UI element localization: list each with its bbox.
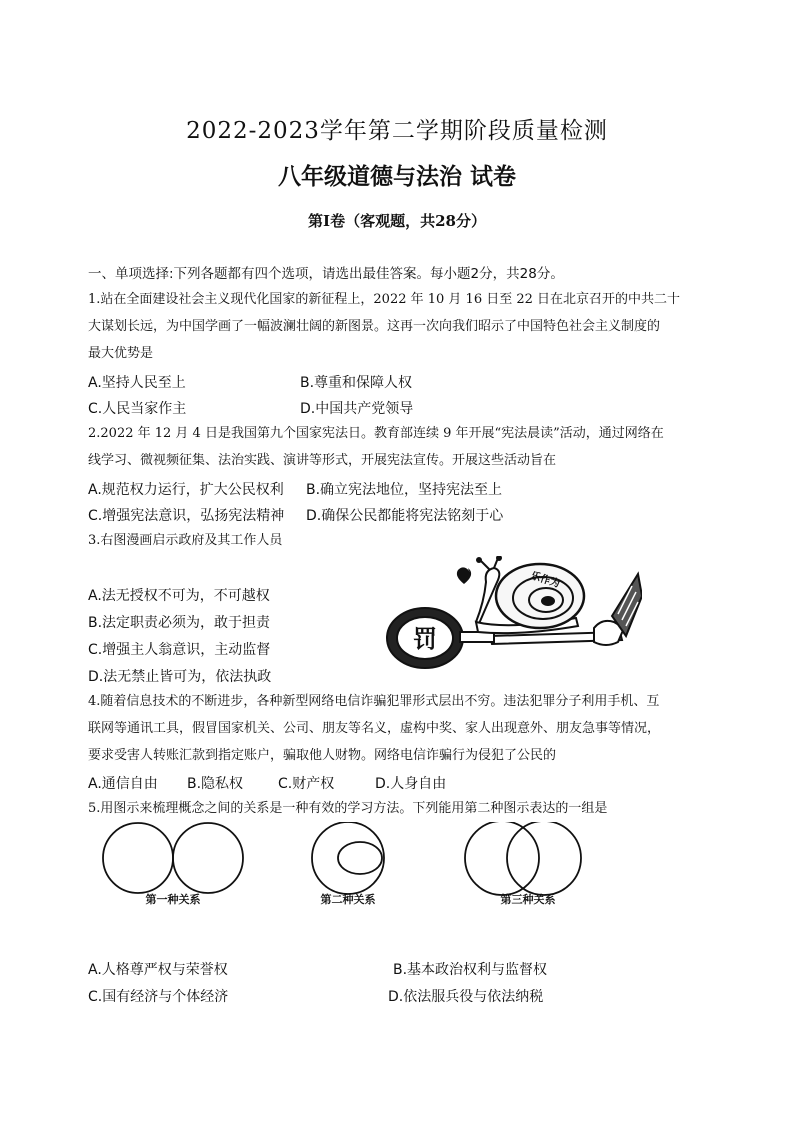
- exam-subject-title: 八年级道德与法治 试卷: [277, 164, 516, 190]
- q2-option-a[interactable]: A.规范权力运行，扩大公民权利: [88, 482, 284, 498]
- exam-year-title: 2022-2023学年第二学期阶段质量检测: [186, 118, 608, 144]
- section-instruction: 一、单项选择:下列各题都有四个选项，请选出最佳答案。每小题2分，共28分。: [88, 266, 564, 282]
- q4-option-c[interactable]: C.财产权: [278, 776, 335, 792]
- q5-option-b[interactable]: B.基本政治权利与监督权: [393, 962, 548, 978]
- heart-icon: [457, 567, 471, 584]
- diagram-second-relation: [312, 822, 384, 906]
- q1-option-d[interactable]: D.中国共产党领导: [300, 401, 414, 417]
- q3-option-a[interactable]: A.法无授权不可为，不可越权: [88, 588, 270, 604]
- q1-stem-line-2: 大谋划长远，为中国学画了一幅波澜壮阔的新图景。这再一次向我们昭示了中国特色社会主义制度的: [88, 319, 661, 334]
- q2-stem-line-1: 2.2022 年 12 月 4 日是我国第九个国家宪法日。教育部连续 9 年开展“宪法晨读”活动，通过网络在: [88, 426, 664, 441]
- q4-stem-line-1: 4.随着信息技术的不断进步，各种新型网络电信诈骗犯罪形式层出不穷。违法犯罪分子利用手机、互: [88, 694, 660, 709]
- q5-stem: 5.用图示来梳理概念之间的关系是一种有效的学习方法。下列能用第二种图示表达的一组是: [88, 801, 608, 816]
- q2-option-c[interactable]: C.增强宪法意识，弘扬宪法精神: [88, 508, 285, 524]
- volume-title: 第Ⅰ卷（客观题，共28分）: [308, 212, 486, 230]
- q5-option-d[interactable]: D.依法服兵役与依法纳税: [388, 989, 544, 1005]
- diagram-second-label: 第二种关系: [320, 893, 376, 906]
- diagram-first-relation: [103, 823, 243, 906]
- q4-option-b[interactable]: B.隐私权: [187, 776, 244, 792]
- q5-option-a[interactable]: A.人格尊严权与荣誉权: [88, 962, 228, 978]
- q2-option-b[interactable]: B.确立宪法地位，坚持宪法至上: [306, 482, 503, 498]
- q4-option-d[interactable]: D.人身自由: [375, 776, 447, 792]
- q1-stem-line-3: 最大优势是: [88, 346, 154, 361]
- q3-stem: 3.右图漫画启示政府及其工作人员: [88, 533, 283, 548]
- q1-option-c[interactable]: C.人民当家作主: [88, 401, 187, 417]
- q1-stem-line-1: 1.站在全面建设社会主义现代化国家的新征程上，2022 年 10 月 16 日至 22 日在北京召开的中共二十: [88, 292, 681, 307]
- q4-stem-line-2: 联网等通讯工具，假冒国家机关、公司、朋友等名义，虚构中奖、家人出现意外、朋友急事等情况，: [88, 721, 661, 736]
- q5-option-c[interactable]: C.国有经济与个体经济: [88, 989, 229, 1005]
- relationship-diagrams: [96, 822, 696, 908]
- q3-option-b[interactable]: B.法定职责必须为，敢于担责: [88, 615, 271, 631]
- q2-stem-line-2: 线学习、微视频征集、法治实践、演讲等形式，开展宪法宣传。开展这些活动旨在: [88, 453, 557, 468]
- penalty-sign-label: 罚: [413, 625, 437, 653]
- snail-cartoon: [380, 556, 642, 686]
- diagram-first-label: 第一种关系: [145, 893, 201, 906]
- q3-option-d[interactable]: D.法无禁止皆可为，依法执政: [88, 669, 272, 685]
- q1-option-a[interactable]: A.坚持人民至上: [88, 375, 186, 391]
- diagram-third-label: 第三种关系: [500, 893, 556, 906]
- q2-option-d[interactable]: D.确保公民都能将宪法铭刻于心: [306, 508, 504, 524]
- shell-label: 乐作为: [529, 570, 562, 591]
- q4-option-a[interactable]: A.通信自由: [88, 776, 158, 792]
- diagram-third-relation: [465, 822, 581, 906]
- q3-option-c[interactable]: C.增强主人翁意识，主动监督: [88, 642, 271, 658]
- q1-option-b[interactable]: B.尊重和保障人权: [300, 375, 413, 391]
- q4-stem-line-3: 要求受害人转账汇款到指定账户，骗取他人财物。网络电信诈骗行为侵犯了公民的: [88, 748, 557, 763]
